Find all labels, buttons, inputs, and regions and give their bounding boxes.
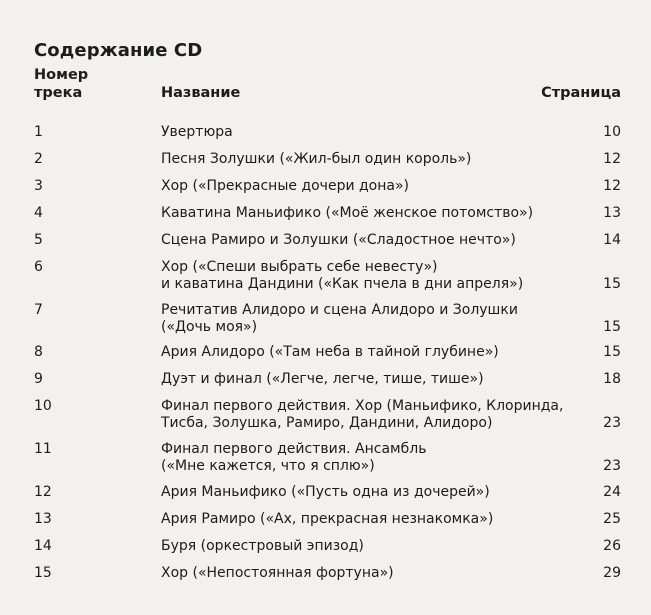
track-title [161, 151, 471, 168]
track-title-line: Каватина Маньифико («Моё женское потомство») [161, 205, 534, 221]
track-page: 18 [603, 371, 621, 387]
track-title [161, 565, 394, 582]
track-header-line-1: Номер [34, 67, 89, 83]
page-header: Страница [541, 85, 621, 101]
track-title-line: («Дочь моя») [161, 319, 258, 335]
track-number: 15 [34, 565, 52, 581]
track-title [161, 441, 426, 475]
track-title-line: Хор («Спеши выбрать себе невесту») [161, 259, 438, 275]
track-title-line: Сцена Рамиро и Золушки («Сладостное нечто») [161, 232, 516, 248]
track-title [161, 124, 233, 141]
track-title [161, 398, 563, 432]
track-page: 15 [603, 319, 621, 335]
track-title-line: Финал первого действия. Ансамбль [161, 441, 427, 457]
track-title [161, 344, 499, 361]
track-title-line: Тисба, Золушка, Рамиро, Дандини, Алидоро) [161, 415, 493, 431]
track-title-line: Ария Маньифико («Пусть одна из дочерей») [161, 484, 490, 500]
track-title-line: Хор («Прекрасные дочери дона») [161, 178, 410, 194]
track-page: 23 [603, 415, 621, 431]
track-page: 24 [603, 484, 621, 500]
track-page: 12 [603, 151, 621, 167]
track-title [161, 538, 364, 555]
track-title [161, 205, 533, 222]
track-title [161, 511, 493, 528]
track-title-line: Ария Алидоро («Там неба в тайной глубине») [161, 344, 499, 360]
track-title-line: Ария Рамиро («Ах, прекрасная незнакомка») [161, 511, 494, 527]
track-title [161, 484, 490, 501]
track-page: 29 [603, 565, 621, 581]
page-title: Содержание CD [34, 40, 203, 61]
track-title-line: Буря (оркестровый эпизод) [161, 538, 364, 554]
track-page: 10 [603, 124, 621, 140]
track-number: 10 [34, 398, 52, 414]
track-title-line: Речитатив Алидоро и сцена Алидоро и Золушки [161, 302, 518, 318]
title-header: Название [161, 85, 241, 101]
track-title-line: Финал первого действия. Хор (Маньифико, Клоринда, [161, 398, 564, 414]
track-page: 15 [603, 276, 621, 292]
track-number: 13 [34, 511, 52, 527]
track-number: 7 [34, 302, 43, 318]
track-title-line: Хор («Непостоянная фортуна») [161, 565, 394, 581]
track-page: 23 [603, 458, 621, 474]
track-title [161, 259, 523, 293]
track-number-header [34, 66, 88, 102]
track-title [161, 232, 516, 249]
track-page: 12 [603, 178, 621, 194]
track-number: 14 [34, 538, 52, 554]
track-title [161, 178, 409, 195]
track-number: 4 [34, 205, 43, 221]
track-number: 2 [34, 151, 43, 167]
track-title-line: («Мне кажется, что я сплю») [161, 458, 375, 474]
track-title [161, 371, 484, 388]
track-number: 12 [34, 484, 52, 500]
track-number: 1 [34, 124, 43, 140]
track-number: 5 [34, 232, 43, 248]
track-page: 13 [603, 205, 621, 221]
track-title [161, 302, 518, 336]
track-number: 8 [34, 344, 43, 360]
track-page: 26 [603, 538, 621, 554]
track-page: 25 [603, 511, 621, 527]
track-title-line: Песня Золушки («Жил-был один король») [161, 151, 472, 167]
track-number: 6 [34, 259, 43, 275]
track-page: 14 [603, 232, 621, 248]
track-number: 3 [34, 178, 43, 194]
track-title-line: Дуэт и финал («Легче, легче, тише, тише») [161, 371, 484, 387]
track-number: 11 [34, 441, 52, 457]
track-page: 15 [603, 344, 621, 360]
track-title-line: Увертюра [161, 124, 233, 140]
track-header-line-2: трека [34, 85, 83, 101]
track-number: 9 [34, 371, 43, 387]
track-title-line: и каватина Дандини («Как пчела в дни апреля») [161, 276, 524, 292]
